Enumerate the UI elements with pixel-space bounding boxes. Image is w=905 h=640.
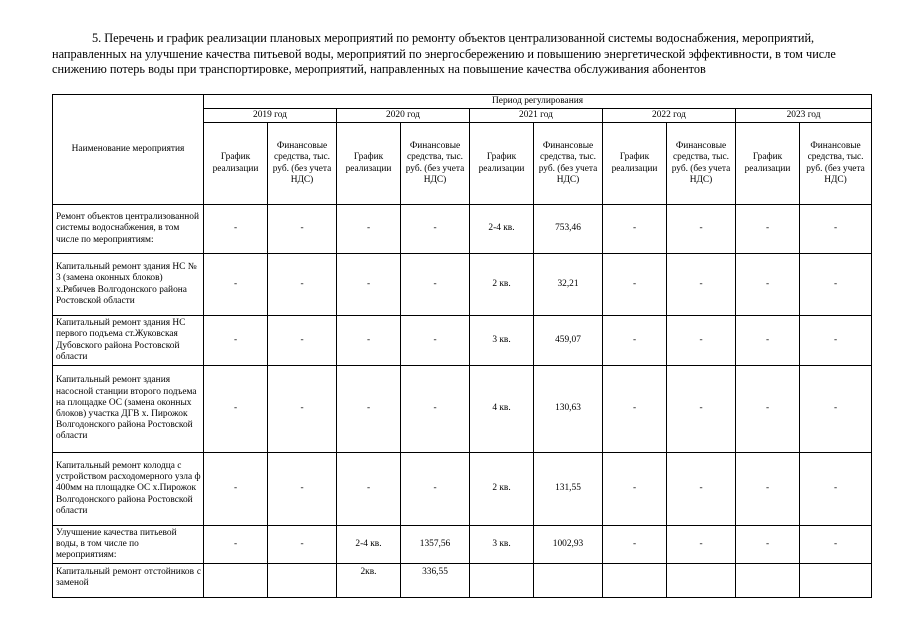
row-name: Капитальный ремонт здания НС № 3 (замена оконных блоков) х.Рябичев Волгодонского района Ростовской области [53, 254, 204, 316]
table-cell: - [401, 453, 470, 526]
table-cell: - [268, 316, 337, 366]
table-cell: - [337, 453, 401, 526]
table-cell: 131,55 [534, 453, 603, 526]
table-cell [534, 564, 603, 598]
table-cell: - [800, 205, 872, 254]
table-cell [603, 564, 667, 598]
table-cell: 3 кв. [470, 526, 534, 564]
table-cell: - [800, 366, 872, 453]
row-name: Капитальный ремонт колодца с устройством расходомерного узла ф 400мм на площадке ОС х.Пирожок Волгодонского района Ростовской области [53, 453, 204, 526]
table-cell: - [603, 453, 667, 526]
table-row [53, 205, 872, 254]
table-cell: - [603, 254, 667, 316]
schedule-header: График реализации [470, 123, 534, 205]
table-row [53, 564, 872, 598]
table-cell: - [204, 453, 268, 526]
table-row [53, 453, 872, 526]
year-header: 2020 год [337, 109, 470, 123]
table-cell: 2кв. [337, 564, 401, 598]
table-cell: - [204, 254, 268, 316]
table-cell: - [603, 205, 667, 254]
finance-header: Финансовые средства, тыс. руб. (без учета НДС) [268, 123, 337, 205]
table-cell: - [667, 205, 736, 254]
table-cell: - [337, 205, 401, 254]
table-cell: - [337, 366, 401, 453]
table-cell: - [800, 254, 872, 316]
table-cell: 2-4 кв. [470, 205, 534, 254]
table-cell: - [800, 526, 872, 564]
table-row [53, 526, 872, 564]
table-cell: - [736, 316, 800, 366]
row-name: Улучшение качества питьевой воды, в том числе по мероприятиям: [53, 526, 204, 564]
table-cell: - [736, 526, 800, 564]
table-cell: - [603, 316, 667, 366]
table-cell: 336,55 [401, 564, 470, 598]
table-cell: - [736, 453, 800, 526]
table-cell: - [401, 316, 470, 366]
table-cell: 4 кв. [470, 366, 534, 453]
table-cell: - [800, 453, 872, 526]
header-row-period [53, 95, 872, 109]
table-cell: - [337, 254, 401, 316]
table-cell [667, 564, 736, 598]
table-cell: - [736, 205, 800, 254]
finance-header: Финансовые средства, тыс. руб. (без учета НДС) [800, 123, 872, 205]
table-cell: - [667, 316, 736, 366]
table-cell: 130,63 [534, 366, 603, 453]
table-cell: - [667, 526, 736, 564]
row-name: Капитальный ремонт отстойников с заменой [53, 564, 204, 598]
table-cell: 2-4 кв. [337, 526, 401, 564]
table-cell: - [667, 453, 736, 526]
table-cell: - [603, 526, 667, 564]
finance-header: Финансовые средства, тыс. руб. (без учета НДС) [534, 123, 603, 205]
table-cell: - [204, 526, 268, 564]
table-cell: 2 кв. [470, 254, 534, 316]
table-cell: 32,21 [534, 254, 603, 316]
period-header: Период регулирования [204, 95, 872, 109]
table-cell: 3 кв. [470, 316, 534, 366]
name-column-header: Наименование мероприятия [53, 95, 204, 205]
table-cell: 753,46 [534, 205, 603, 254]
year-header: 2022 год [603, 109, 736, 123]
table-cell: - [204, 205, 268, 254]
schedule-header: График реализации [204, 123, 268, 205]
table-cell: - [204, 366, 268, 453]
table-cell [800, 564, 872, 598]
table-row [53, 254, 872, 316]
schedule-header: График реализации [736, 123, 800, 205]
table-cell: - [337, 316, 401, 366]
year-header: 2021 год [470, 109, 603, 123]
table-cell: 2 кв. [470, 453, 534, 526]
table-cell: - [667, 366, 736, 453]
year-header: 2023 год [736, 109, 872, 123]
table-cell: - [667, 254, 736, 316]
finance-header: Финансовые средства, тыс. руб. (без учета НДС) [401, 123, 470, 205]
table-cell [736, 564, 800, 598]
table-cell: - [401, 254, 470, 316]
table-cell: - [268, 526, 337, 564]
table-cell: 459,07 [534, 316, 603, 366]
row-name: Ремонт объектов централизованной системы водоснабжения, в том числе по мероприятиям: [53, 205, 204, 254]
schedule-header: График реализации [603, 123, 667, 205]
table-cell: - [268, 254, 337, 316]
table-cell: - [736, 254, 800, 316]
table-cell [268, 564, 337, 598]
schedule-header: График реализации [337, 123, 401, 205]
table-cell: - [736, 366, 800, 453]
table-cell: 1357,56 [401, 526, 470, 564]
row-name: Капитальный ремонт здания насосной станции второго подъема на площадке ОС (замена оконных блоков) участка ДГВ х. Пирожок Волгодонского района Ростовской области [53, 366, 204, 453]
table-cell: - [268, 453, 337, 526]
table-cell: - [800, 316, 872, 366]
table-cell: - [401, 366, 470, 453]
row-name: Капитальный ремонт здания НС первого подъема ст.Жуковская Дубовского района Ростовской области [53, 316, 204, 366]
table-row [53, 366, 872, 453]
table-cell [470, 564, 534, 598]
table-cell: 1002,93 [534, 526, 603, 564]
table-cell: - [268, 205, 337, 254]
table-cell: - [603, 366, 667, 453]
table-cell: - [268, 366, 337, 453]
table-cell [204, 564, 268, 598]
section-heading: 5. Перечень и график реализации плановых мероприятий по ремонту объектов централизованной системы водоснабжения, мероприятий, направленных на улучшение качества питьевой воды, мероприятий по энергосбережению и повышению энергетической эффективности, в том числе снижению потерь воды при транспортировке, мероприятий, направленных на повышение качества обслуживания абонентов [52, 31, 836, 76]
table-row [53, 316, 872, 366]
year-header: 2019 год [204, 109, 337, 123]
plan-table [52, 94, 872, 598]
finance-header: Финансовые средства, тыс. руб. (без учета НДС) [667, 123, 736, 205]
table-cell: - [204, 316, 268, 366]
table-cell: - [401, 205, 470, 254]
